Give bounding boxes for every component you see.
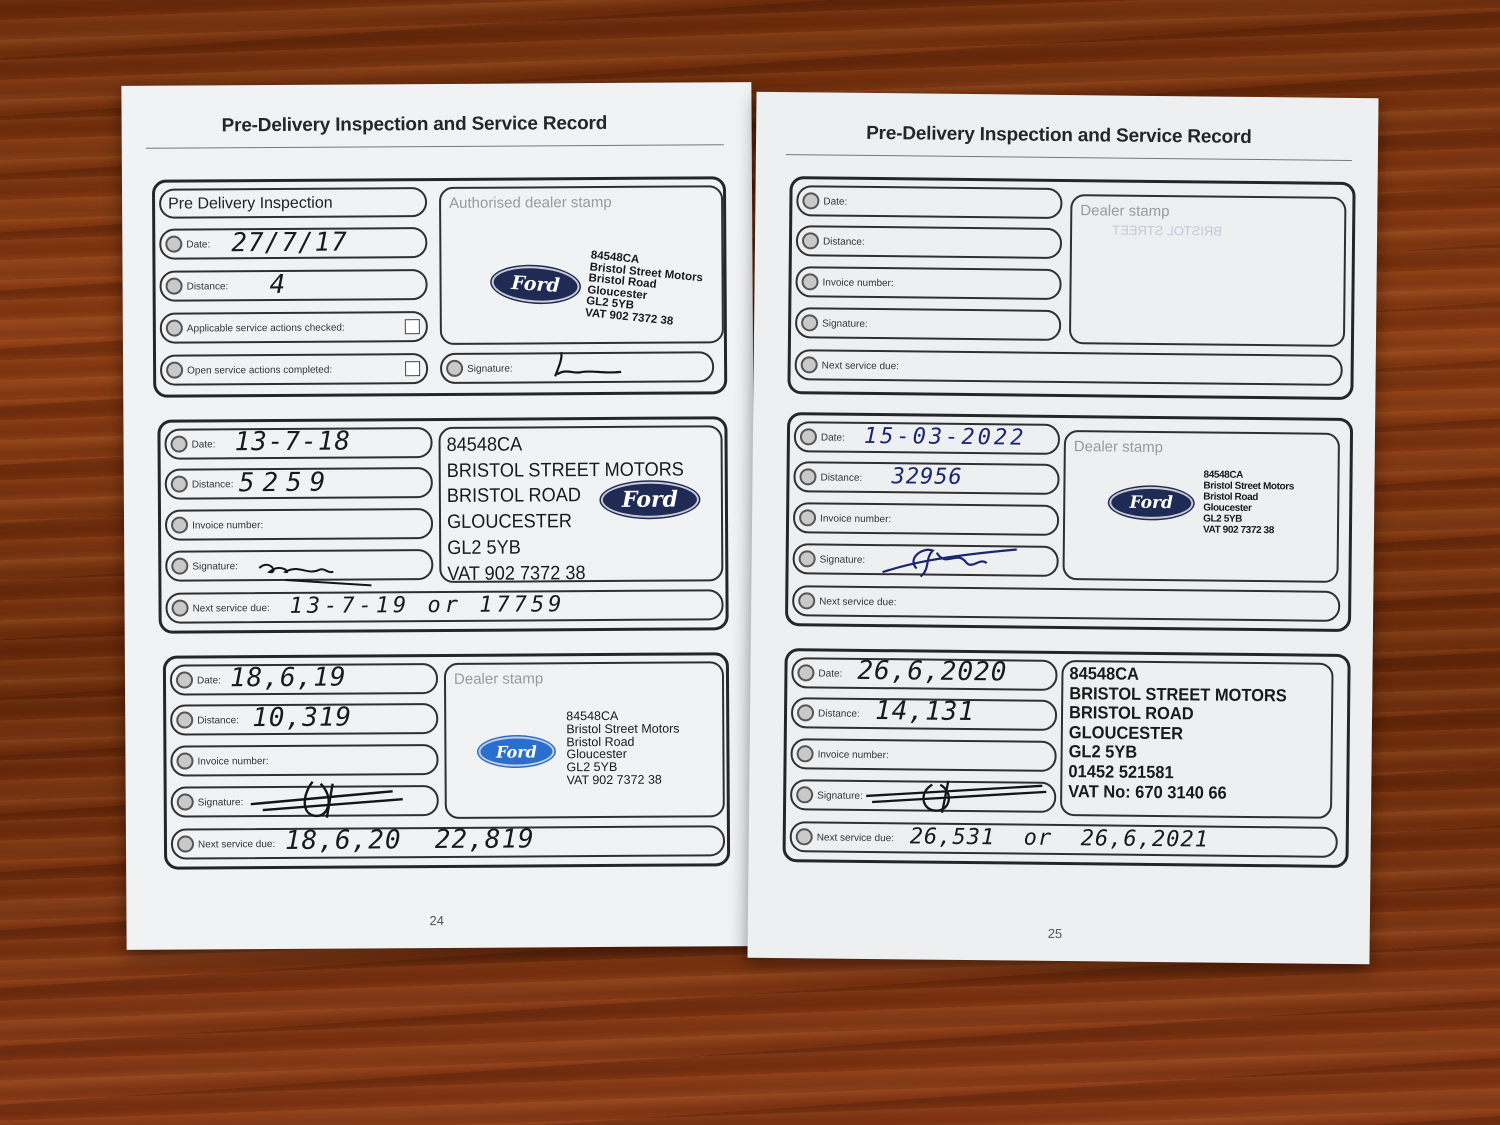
- service-actions-checkbox[interactable]: [405, 319, 420, 334]
- page-title: Pre-Delivery Inspection and Service Record: [221, 112, 608, 137]
- signature-field[interactable]: [793, 543, 1059, 577]
- date-field[interactable]: [159, 227, 427, 260]
- field-dot-icon: [797, 704, 814, 721]
- signature-label: Signature:: [822, 318, 868, 330]
- field-dot-icon: [800, 428, 817, 445]
- signature-label: Signature:: [817, 790, 863, 802]
- stamp-area-label: Dealer stamp: [1080, 202, 1170, 221]
- invoice-number-field[interactable]: [165, 508, 433, 541]
- date-value: 26,6,2020: [857, 655, 1008, 688]
- field-dot-icon: [171, 436, 188, 453]
- invoice-number-field[interactable]: [793, 502, 1059, 536]
- date-value: 13-7-18: [234, 426, 352, 458]
- field-dot-icon: [802, 192, 819, 209]
- date-label: Date:: [823, 196, 848, 208]
- signature-label: Signature:: [197, 797, 244, 809]
- field-dot-icon: [172, 600, 189, 617]
- invoice-number-label: Invoice number:: [817, 749, 889, 762]
- invoice-number-field[interactable]: [795, 266, 1061, 300]
- date-value: 27/7/17: [231, 227, 348, 259]
- stamp-area-label: Dealer stamp: [1073, 438, 1164, 457]
- pdi-heading-text: Pre Delivery Inspection: [168, 194, 333, 213]
- dealer-stamp-area: [438, 425, 723, 583]
- date-label: Date:: [818, 668, 843, 680]
- stamp-area-label: Dealer stamp: [453, 670, 544, 688]
- title-divider: [146, 144, 724, 149]
- field-dot-icon: [796, 786, 813, 803]
- field-dot-icon: [801, 273, 818, 290]
- field-dot-icon: [166, 362, 183, 379]
- service-actions-label: Applicable service actions checked:: [186, 322, 345, 335]
- field-dot-icon: [801, 356, 818, 373]
- title-divider: [786, 154, 1352, 161]
- signature-field[interactable]: [171, 785, 439, 818]
- invoice-number-label: Invoice number:: [822, 277, 894, 290]
- page-number: 25: [1047, 925, 1063, 942]
- dealer-stamp-area: [1069, 194, 1347, 347]
- distance-label: Distance:: [817, 708, 860, 720]
- next-service-value: 18,6,20 22,819: [284, 824, 535, 856]
- service-record-2019: [163, 652, 730, 869]
- field-dot-icon: [799, 509, 816, 526]
- field-dot-icon: [176, 753, 193, 770]
- field-dot-icon: [799, 550, 816, 567]
- signature-label: Signature:: [467, 363, 513, 375]
- service-record-2020: [782, 648, 1350, 868]
- distance-label: Distance:: [197, 715, 239, 727]
- field-dot-icon: [802, 232, 819, 249]
- distance-value: 14,131: [874, 696, 976, 728]
- field-dot-icon: [799, 468, 816, 485]
- date-field[interactable]: [791, 657, 1057, 691]
- left-page: [121, 82, 756, 950]
- next-service-field[interactable]: [165, 589, 723, 623]
- distance-field[interactable]: [796, 225, 1062, 259]
- field-dot-icon: [177, 794, 194, 811]
- dealer-stamp-area: [1060, 660, 1334, 819]
- field-dot-icon: [798, 592, 815, 609]
- distance-value: 32956: [891, 464, 963, 490]
- next-service-field[interactable]: [795, 349, 1343, 386]
- date-value: 15-03-2022: [863, 423, 1027, 451]
- service-record-2018: [157, 416, 728, 633]
- page-number: 24: [429, 912, 444, 929]
- distance-label: Distance:: [822, 236, 865, 248]
- open-actions-field[interactable]: [160, 353, 428, 386]
- field-dot-icon: [801, 314, 818, 331]
- dealer-stamp-area: [1062, 430, 1340, 583]
- ford-logo: Ford: [491, 264, 581, 306]
- signature-label: Signature:: [192, 561, 238, 573]
- field-dot-icon: [171, 476, 188, 493]
- dealer-stamp-area: [444, 661, 725, 819]
- date-label: Date:: [820, 432, 845, 444]
- service-record-empty: [787, 176, 1355, 400]
- date-value: 18,6,19: [229, 662, 347, 694]
- service-actions-field[interactable]: [160, 311, 428, 344]
- field-dot-icon: [177, 836, 194, 853]
- distance-label: Distance:: [186, 281, 229, 293]
- date-label: Date:: [186, 239, 211, 251]
- authorised-dealer-stamp-area: [439, 185, 724, 345]
- right-page: [747, 92, 1378, 964]
- field-dot-icon: [171, 558, 188, 575]
- stamp-area-label: Authorised dealer stamp: [449, 193, 612, 212]
- next-service-field[interactable]: [790, 821, 1338, 858]
- next-service-field[interactable]: [792, 585, 1340, 622]
- distance-label: Distance:: [191, 479, 234, 491]
- invoice-number-label: Invoice number:: [192, 520, 264, 532]
- signature-field[interactable]: [440, 351, 714, 384]
- handwritten-signature: [547, 348, 627, 384]
- field-dot-icon: [165, 236, 182, 253]
- next-service-label: Next service due:: [197, 839, 276, 851]
- handwritten-signature: [243, 773, 413, 822]
- distance-value: 4: [269, 269, 287, 301]
- next-service-field[interactable]: [171, 825, 725, 859]
- distance-field[interactable]: [159, 269, 427, 302]
- next-service-label: Next service due:: [816, 832, 895, 845]
- pdi-heading: [159, 187, 427, 219]
- invoice-number-label: Invoice number:: [820, 513, 892, 526]
- field-dot-icon: [166, 320, 183, 337]
- field-dot-icon: [796, 828, 813, 845]
- ford-logo: Ford: [601, 481, 699, 518]
- dealer-stamp-text: 84548CA Bristol Street Motors Bristol Road Gloucester GL2 5YB VAT 902 7372 38: [566, 708, 680, 787]
- next-service-value: 26,531 or 26,6,2021: [909, 824, 1210, 853]
- signature-field[interactable]: [795, 307, 1061, 341]
- dealer-stamp-text: 84548CA BRISTOL STREET MOTORS BRISTOL ROAD GLOUCESTER GL2 5YB VAT 902 7372 38: [446, 433, 684, 585]
- distance-label: Distance:: [820, 472, 863, 484]
- service-record-2022: [785, 412, 1353, 632]
- signature-field[interactable]: [790, 779, 1056, 813]
- pdi-record: [152, 176, 727, 398]
- date-field[interactable]: [796, 185, 1062, 219]
- date-label: Date:: [196, 675, 221, 687]
- distance-field[interactable]: [170, 703, 438, 736]
- next-service-label: Next service due:: [821, 360, 900, 373]
- signature-label: Signature:: [819, 554, 866, 566]
- handwritten-signature: [255, 551, 375, 592]
- distance-field[interactable]: [165, 467, 433, 500]
- distance-field[interactable]: [791, 697, 1057, 731]
- dealer-stamp-text: 84548CA Bristol Street Motors Bristol Road Gloucester GL2 5YB VAT 902 7372 38: [1202, 469, 1295, 537]
- distance-value: 10,319: [252, 702, 353, 734]
- signature-field[interactable]: [165, 549, 433, 582]
- next-service-label: Next service due:: [192, 603, 270, 615]
- date-field[interactable]: [164, 427, 432, 460]
- ford-logo: Ford: [1109, 486, 1193, 519]
- dealer-stamp-text: 84548CA Bristol Street Motors Bristol Road Gloucester GL2 5YB VAT 902 7372 38: [584, 249, 704, 328]
- open-actions-label: Open service actions completed:: [187, 364, 333, 377]
- field-dot-icon: [166, 278, 183, 295]
- date-field[interactable]: [170, 663, 438, 696]
- field-dot-icon: [797, 664, 814, 681]
- next-service-label: Next service due:: [819, 596, 897, 609]
- open-actions-checkbox[interactable]: [405, 361, 420, 376]
- ford-logo: Ford: [478, 736, 554, 766]
- field-dot-icon: [446, 360, 463, 377]
- invoice-number-field[interactable]: [790, 738, 1056, 772]
- handwritten-signature: [876, 538, 1026, 584]
- distance-value: 5259: [238, 467, 334, 499]
- invoice-number-field[interactable]: [170, 744, 438, 777]
- field-dot-icon: [176, 672, 193, 689]
- field-dot-icon: [176, 712, 193, 729]
- page-title: Pre-Delivery Inspection and Service Record: [866, 122, 1252, 148]
- date-field[interactable]: [794, 421, 1060, 455]
- field-dot-icon: [797, 745, 814, 762]
- field-dot-icon: [171, 517, 188, 534]
- invoice-number-label: Invoice number:: [197, 756, 269, 768]
- handwritten-signature: [862, 770, 1052, 818]
- next-service-value: 13-7-19 or 17759: [289, 592, 566, 619]
- distance-field[interactable]: [793, 461, 1059, 495]
- date-label: Date:: [191, 439, 216, 451]
- show-through-text: BRISTOL STREET: [1112, 222, 1223, 239]
- dealer-stamp-text: 84548CA BRISTOL STREET MOTORS BRISTOL ROAD GLOUCESTER GL2 5YB 01452 521581 VAT No: 670 3140 66: [1068, 663, 1287, 803]
